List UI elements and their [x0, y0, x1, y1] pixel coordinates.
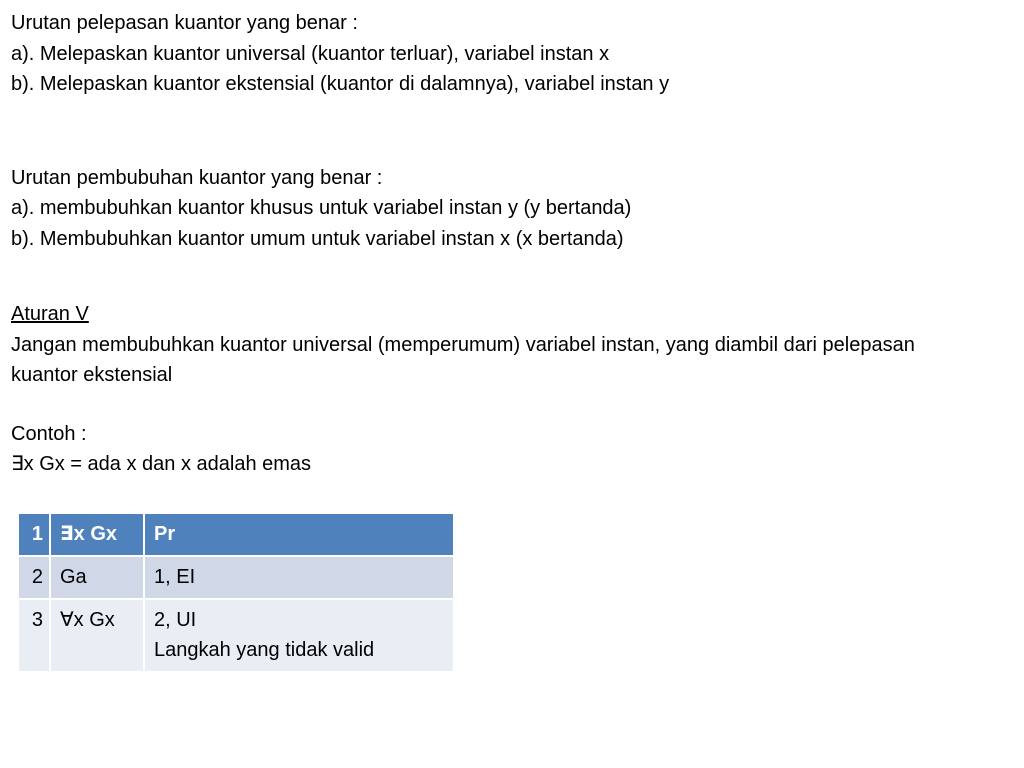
table-header-row	[18, 513, 454, 556]
attach-order-item-b: b). Membubuhkan kuantor umum untuk variabel instan x (x bertanda)	[11, 227, 624, 250]
attach-order-title: Urutan pembubuhan kuantor yang benar :	[11, 166, 383, 189]
row-reason: 1, EI	[144, 556, 454, 599]
row-note: Langkah yang tidak valid	[154, 639, 375, 661]
row-formula: ∃x Gx	[50, 513, 144, 556]
example-title: Contoh :	[11, 422, 87, 445]
row-reason: 2, UI	[154, 609, 197, 631]
example-section	[11, 419, 1011, 480]
release-order-item-b: b). Melepaskan kuantor ekstensial (kuantor di dalamnya), variabel instan y	[11, 73, 670, 95]
row-number: 2	[18, 556, 50, 599]
table-row	[18, 599, 454, 672]
attach-order-section	[11, 163, 1011, 255]
attach-order-item-a: a). membubuhkan kuantor khusus untuk variabel instan y (y bertanda)	[11, 197, 632, 219]
slide-content	[11, 8, 1011, 480]
row-reason: Pr	[144, 513, 454, 556]
proof-table	[17, 512, 455, 673]
rule-body: Jangan membubuhkan kuantor universal (memperumum) variabel instan, yang diambil dari pelepasan kuantor ekstensial	[11, 333, 915, 386]
release-order-item-a: a). Melepaskan kuantor universal (kuantor terluar), variabel instan x	[11, 42, 610, 65]
example-statement: ∃x Gx = ada x dan x adalah emas	[11, 453, 312, 475]
release-order-section	[11, 8, 1011, 100]
row-number: 3	[18, 599, 50, 672]
row-formula: Ga	[50, 556, 144, 599]
rule-section	[11, 299, 1011, 391]
rule-title: Aturan V	[11, 303, 89, 325]
release-order-title: Urutan pelepasan kuantor yang benar :	[11, 12, 358, 34]
row-number: 1	[18, 513, 50, 556]
row-reason-cell	[144, 599, 454, 672]
table-row	[18, 556, 454, 599]
row-formula: ∀x Gx	[50, 599, 144, 672]
